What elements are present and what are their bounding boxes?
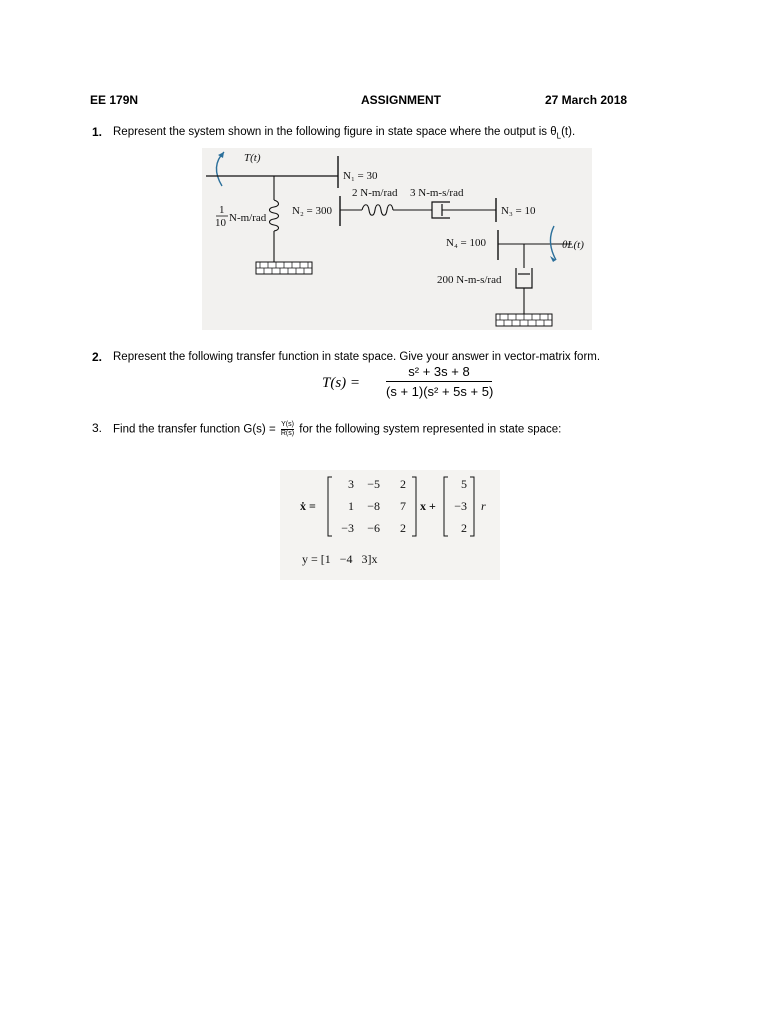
fraction-bar bbox=[386, 381, 492, 382]
xdot-label: ẋ = bbox=[300, 499, 316, 513]
x-plus-label: x + bbox=[420, 499, 436, 513]
output-arrow-icon bbox=[550, 226, 556, 260]
transfer-function-denominator: (s + 1)(s² + 5s + 5) bbox=[386, 384, 494, 399]
spring1-numerator: 1 bbox=[219, 204, 225, 216]
transfer-function-lhs: T(s) = bbox=[322, 375, 361, 391]
spring2-icon bbox=[362, 205, 393, 216]
question-3-prompt: Find the transfer function G(s) = bbox=[113, 423, 276, 436]
question-3-suffix: for the following system represented in state space: bbox=[299, 423, 562, 436]
matrix-a-cell: 2 bbox=[400, 477, 406, 491]
matrix-b-cell: 5 bbox=[461, 477, 467, 491]
question-3-fraction bbox=[281, 421, 294, 438]
gear-system-diagram bbox=[202, 148, 592, 330]
matrix-a-cell: −6 bbox=[367, 521, 380, 535]
gear-n3-label: N₃ = 10 bbox=[501, 205, 536, 217]
question-2-number: 2. bbox=[92, 350, 103, 364]
question-1-text bbox=[113, 126, 575, 140]
question-2-text: Represent the following transfer function in state space. Give your answer in vector-matrix form. bbox=[113, 351, 601, 363]
gear-n2-label: N₂ = 300 bbox=[292, 205, 332, 217]
matrix-a-cell: −3 bbox=[341, 521, 354, 535]
gear-n4-label: N₄ = 100 bbox=[446, 237, 486, 249]
question-1-number: 1. bbox=[92, 125, 103, 139]
question-1-prompt: Represent the system shown in the following figure in state space where the output is θ bbox=[113, 126, 557, 138]
damper2-icon bbox=[516, 268, 532, 288]
question-3-frac-num: Y(s) bbox=[281, 421, 294, 428]
output-equation: y = [1 −4 3]x bbox=[302, 552, 378, 566]
transfer-function bbox=[322, 364, 492, 404]
transfer-function-fraction bbox=[386, 364, 492, 399]
matrix-a bbox=[341, 477, 406, 535]
course-code: EE 179N bbox=[90, 93, 139, 107]
matrix-a-cell: 7 bbox=[400, 499, 406, 513]
matrix-a-cell: 1 bbox=[348, 499, 354, 513]
matrix-a-cell: 3 bbox=[348, 477, 354, 491]
state-space-equations bbox=[280, 470, 500, 580]
matrix-b bbox=[454, 477, 467, 535]
matrix-b-cell: 2 bbox=[461, 521, 467, 535]
damper2-label: 200 N-m-s/rad bbox=[437, 274, 502, 286]
spring-icon bbox=[270, 200, 279, 231]
state-space-svg bbox=[280, 470, 500, 580]
input-r-label: r bbox=[481, 499, 486, 513]
spring1-unit: N-m/rad bbox=[229, 212, 267, 224]
damper1-label: 3 N-m-s/rad bbox=[410, 187, 464, 199]
question-1-arg: (t). bbox=[561, 126, 576, 138]
spring2-label: 2 N-m/rad bbox=[352, 187, 398, 199]
transfer-function-numerator: s² + 3s + 8 bbox=[408, 364, 470, 379]
gear-n1-label: N₁ = 30 bbox=[343, 170, 378, 182]
matrix-b-cell: −3 bbox=[454, 499, 467, 513]
spring1-denominator: 10 bbox=[215, 217, 226, 229]
matrix-a-cell: 2 bbox=[400, 521, 406, 535]
matrix-a-cell: −8 bbox=[367, 499, 380, 513]
document-date: 27 March 2018 bbox=[545, 93, 628, 107]
matrix-a-cell: −5 bbox=[367, 477, 380, 491]
question-3-number: 3. bbox=[92, 421, 103, 435]
document-title: ASSIGNMENT bbox=[361, 93, 442, 107]
gear-system-figure bbox=[202, 148, 592, 330]
question-1-subscript: L bbox=[556, 131, 562, 141]
question-3-frac-den: R(s) bbox=[280, 430, 295, 437]
output-label: θL(t) bbox=[562, 239, 584, 251]
torque-label: T(t) bbox=[244, 152, 261, 164]
question-3-text bbox=[113, 421, 561, 438]
